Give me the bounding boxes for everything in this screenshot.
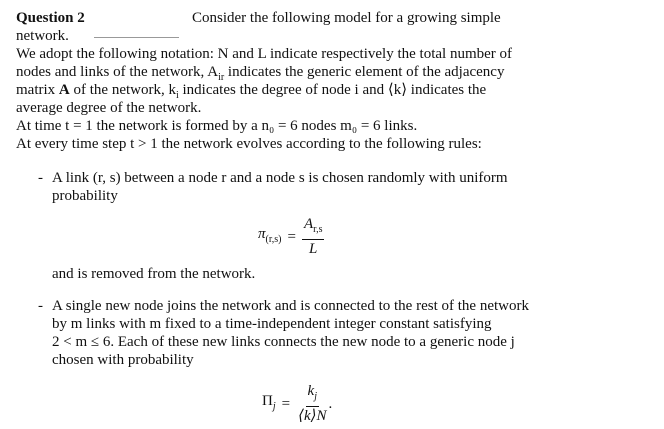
notation-line-6: At every time step t > 1 the network evolves according to the following rules:: [16, 136, 482, 152]
rule2-line-1: A single new node joins the network and is connected to the rest of the network: [52, 298, 529, 314]
notation-line-2-text: nodes and links of the network, A: [16, 64, 219, 80]
notation-line-1: We adopt the following notation: N and L indicate respectively the total number of: [16, 46, 513, 62]
rule2-formula-denominator: ⟨k⟩N: [298, 408, 327, 424]
rule1-after: and is removed from the network.: [52, 266, 256, 282]
notation-line-3-a: matrix: [16, 82, 59, 98]
notation-line-3-sub: i: [175, 90, 179, 101]
rule2-line-3: 2 < m ≤ 6. Each of these new links connects the new node to a generic node j: [52, 334, 515, 350]
rule1-line-1: A link (r, s) between a node r and a node s is chosen randomly with uniform: [52, 170, 508, 186]
rule2-line-4: chosen with probability: [52, 352, 194, 368]
rule2-formula-tail: .: [328, 395, 333, 412]
rule1-formula: [258, 216, 324, 257]
rule2-formula-fraction: [296, 383, 328, 424]
rule1-formula-eq: =: [287, 228, 296, 245]
notation-line-3-c: indicates the degree of node i and ⟨k⟩ indicates the: [178, 82, 487, 98]
rule2-formula-numerator: $k_j$: [306, 383, 319, 407]
intro-continuation: network.: [16, 28, 69, 44]
rule2-formula: [262, 383, 332, 424]
rule2-dash: -: [38, 298, 43, 314]
question-title: Question 2: [16, 10, 85, 26]
rule1-line-2: probability: [52, 188, 118, 204]
rule2-formula-lhs: $\Pi_j$: [262, 392, 276, 412]
notation-line-2-sub: ir: [218, 72, 225, 83]
rule1-formula-denominator: L: [309, 241, 318, 257]
rule1-dash: -: [38, 170, 43, 186]
rule2-formula-eq: =: [281, 395, 291, 412]
rule1-formula-fraction: [302, 216, 325, 257]
notation-line-3-bold: A: [58, 82, 70, 98]
notation-line-3-b: of the network, k: [69, 82, 176, 98]
question-intro: Consider the following model for a growing simple: [192, 10, 501, 26]
notation-line-4: average degree of the network.: [16, 100, 202, 116]
rule1-formula-numerator: $A_{r,s}$: [302, 216, 325, 240]
rule2-line-2: by m links with m fixed to a time-independent integer constant satisfying: [52, 316, 492, 332]
rule1-formula-lhs: $\pi_{(r,s)}$: [258, 225, 282, 245]
notation-line-2-end: indicates the generic element of the adjacency: [224, 64, 505, 80]
separator-rule: [94, 37, 179, 38]
notation-line-5: At time t = 1 the network is formed by a n₀ = 6 nodes m₀ = 6 links.: [16, 118, 418, 134]
